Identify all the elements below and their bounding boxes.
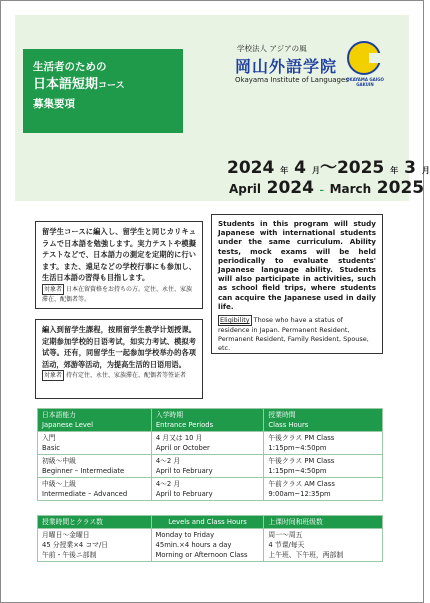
- cell-text: April to February: [155, 490, 213, 498]
- eligibility-tag-japanese: 対象者: [44, 285, 63, 293]
- cell-text: 4 月又は 10 月: [155, 434, 203, 442]
- date-jp-unit-month: 月: [311, 166, 320, 175]
- eligibility-text-japanese: 日本在留資格をお持ちの方。定住、永住、家族滞在、配偶者等。: [42, 285, 193, 303]
- eligibility-chinese: [42, 370, 196, 381]
- table-cell: [38, 455, 152, 478]
- table-cell: [151, 432, 264, 455]
- cell-text: 初級～中級: [42, 457, 76, 465]
- date-jp-unit-year: 年: [280, 166, 289, 175]
- table-cell: [264, 529, 383, 562]
- title-line3: 募集要項: [33, 98, 75, 110]
- table-cell: [151, 455, 264, 478]
- date-en-dash: –: [319, 186, 325, 196]
- cell-text: 上午班、下午班，两部制: [268, 551, 344, 559]
- table-cell: [151, 478, 264, 501]
- cell-text: April or October: [155, 444, 210, 452]
- date-jp-end-month: 3: [404, 158, 416, 178]
- header-cell-text: 入学時期: [155, 411, 183, 419]
- header-hours-cn: 上课时间和班级数: [264, 516, 383, 529]
- header-cell-text: 授業時間: [268, 411, 296, 419]
- cell-text: 周一～周五: [268, 531, 303, 539]
- description-japanese: [35, 221, 203, 309]
- logo-kicker: 学校法人 アジアの風: [237, 44, 307, 53]
- header-japanese-level: [38, 409, 152, 432]
- eligibility-text-english: Those who have a status of residence in Japan. Permanent Resident, Permanent Resident, Family Resident, Spouse, etc.: [218, 316, 369, 353]
- description-chinese: [35, 319, 203, 399]
- cell-text: Morning or Afternoon Class: [155, 551, 248, 559]
- date-jp-unit-month2: 月: [421, 166, 430, 175]
- levels-table-header-row: [38, 409, 383, 432]
- table-row: [38, 455, 383, 478]
- cell-text: 中級～上級: [42, 480, 76, 488]
- cell-text: 入門: [42, 434, 56, 442]
- table-cell: [264, 455, 383, 478]
- cell-text: 9:00am~12:35pm: [268, 490, 331, 498]
- cell-text: Basic: [42, 444, 60, 452]
- table-row: [38, 478, 383, 501]
- table-cell: [38, 478, 152, 501]
- cell-text: 4～2 月: [155, 457, 181, 465]
- title-line2-main: 日本語短期: [33, 77, 99, 92]
- table-cell: [264, 478, 383, 501]
- header-cell-text: Japanese Level: [42, 421, 93, 429]
- title-line2-small: コース: [98, 81, 125, 91]
- cell-text: 月曜日～金曜日: [42, 531, 90, 539]
- dates-english: [229, 178, 424, 198]
- cell-text: April to February: [155, 467, 213, 475]
- cell-text: 午前クラス AM Class: [268, 480, 335, 488]
- date-jp-end-year: 2025: [336, 158, 385, 178]
- header-class-hours: [264, 409, 383, 432]
- header-cell-text: 日本語能力: [42, 411, 76, 419]
- dates-japanese: [227, 153, 430, 178]
- header-entrance-periods: [151, 409, 264, 432]
- cell-text: 午後クラス PM Class: [268, 434, 335, 442]
- header-levels-en: Levels and Class Hours: [151, 516, 264, 529]
- description-english-body: Students in this program will study Japanese with international students under the same curriculum. Ability tests, mock exams will be held periodically to evaluate students' Japanese language ability. Students will also participate in activities, such as school field trips, where students can acquire the Japanese used in daily life.: [218, 219, 376, 311]
- table-cell: [38, 529, 152, 562]
- cell-text: 午前・午後ニ部制: [42, 551, 97, 559]
- date-jp-start-month: 4: [294, 158, 307, 178]
- header-cell-text: Entrance Periods: [155, 421, 214, 429]
- header-hours-jp: 授業時間とクラス数: [38, 516, 152, 529]
- logo-english: Okayama Institute of Languages: [235, 76, 349, 84]
- header-cell-text: Class Hours: [268, 421, 309, 429]
- description-chinese-body: 編入到留学生課程，按照留学生教学计划授课。定期参加学校的日语考试，如实力考试、模拟考试等。还有，同留学生一起参加学校举办的各项活动，郊游等活动，为提高生活的日语用语。: [42, 325, 196, 369]
- cell-text: 4～2 月: [155, 480, 181, 488]
- table-cell: [38, 432, 152, 455]
- eligibility-tag-chinese: 対象者: [44, 372, 63, 379]
- description-english: [211, 214, 383, 354]
- schedule-table-header-row: [38, 516, 383, 529]
- date-en-end-month: March: [329, 182, 372, 196]
- title-line1: 生活者のための: [33, 61, 107, 73]
- table-row: [38, 432, 383, 455]
- school-logo: [233, 41, 383, 101]
- cell-text: Beginner – Intermediate: [42, 467, 125, 475]
- cell-text: 1:15pm~4:50pm: [268, 444, 327, 452]
- cell-text: 45min.×4 hours a day: [155, 541, 232, 549]
- cell-text: Monday to Friday: [155, 531, 215, 539]
- table-row: [38, 529, 383, 562]
- eligibility-english: [218, 315, 376, 353]
- cell-text: 45 分授業×4 コマ/日: [42, 541, 109, 549]
- date-jp-unit-year2: 年: [390, 166, 399, 175]
- date-jp-start-year: 2024: [227, 158, 275, 178]
- logo-emblem-text: OKAYAMA GAIGO GAKUIN: [346, 77, 384, 87]
- table-cell: [151, 529, 264, 562]
- description-japanese-body: 留学生コースに編入し、留学生と同じカリキュラムで日本語を勉強します。実力テストや模擬テストなどで、日本語力の測定を定期的に行います。また、遠足などの学校行事にも参加し、生活日本語の習得も目指します。: [42, 227, 196, 282]
- eligibility-text-chinese: 持有定住、永住、家族滞在、配偶者等签证者: [66, 372, 187, 379]
- eligibility-tag-english: Eligibility: [220, 316, 250, 325]
- table-cell: [264, 432, 383, 455]
- cell-text: 4 节课/每天: [268, 541, 305, 549]
- title-line2: [33, 75, 173, 96]
- date-en-start-year: 2024: [266, 178, 314, 198]
- date-jp-separator: ～: [319, 158, 337, 178]
- eligibility-japanese: [42, 284, 196, 304]
- cell-text: 1:15pm~4:50pm: [268, 467, 327, 475]
- title-block: [23, 49, 183, 133]
- cell-text: Intermediate – Advanced: [42, 490, 128, 498]
- logo-name: 岡山外語学院: [235, 57, 338, 76]
- date-en-end-year: 2025: [376, 178, 425, 198]
- date-en-start-month: April: [229, 182, 262, 196]
- levels-table: [37, 408, 383, 501]
- schedule-table: [37, 515, 383, 562]
- logo-emblem-icon: [347, 41, 381, 75]
- cell-text: 午後クラス PM Class: [268, 457, 335, 465]
